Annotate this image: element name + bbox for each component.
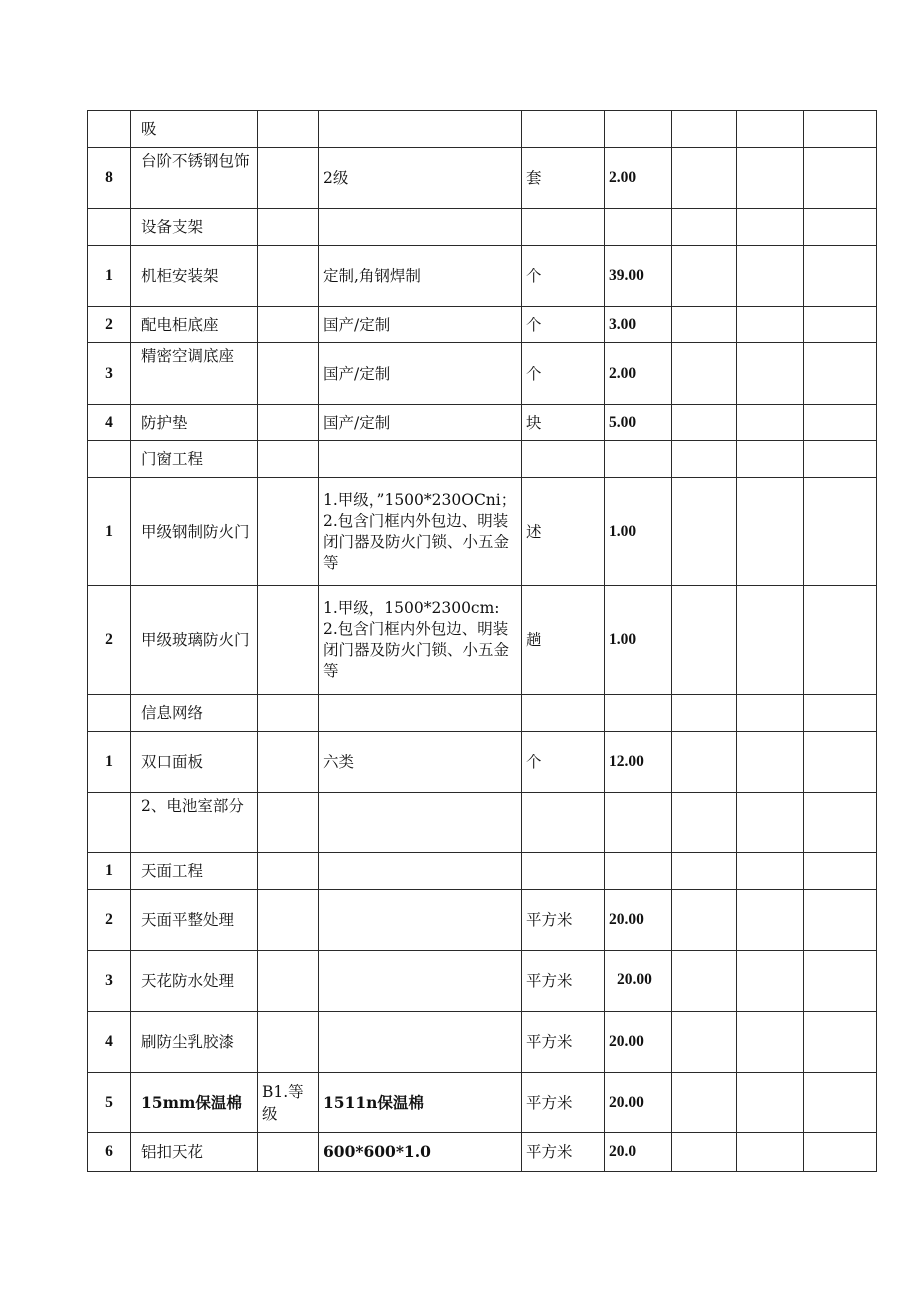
section-title: 设备支架 (131, 209, 258, 246)
row-number: 4 (88, 1012, 131, 1073)
empty-cell (672, 890, 737, 951)
item-name: 台阶不锈钢包饰 (131, 148, 258, 209)
item-spec: 2级 (319, 148, 522, 209)
item-spec (319, 1012, 522, 1073)
item-brand (258, 793, 319, 853)
table-row (88, 1012, 877, 1073)
item-name: 精密空调底座 (131, 343, 258, 405)
item-unit: 个 (522, 343, 605, 405)
item-brand (258, 1012, 319, 1073)
empty-cell (737, 1073, 804, 1133)
item-quantity: 1.00 (605, 478, 672, 586)
item-spec: 六类 (319, 732, 522, 793)
item-spec: 1511n保温棉 (319, 1073, 522, 1133)
table-row (88, 209, 877, 246)
item-quantity (605, 793, 672, 853)
empty-cell (737, 441, 804, 478)
item-name: 甲级玻璃防火门 (131, 586, 258, 695)
item-unit (522, 111, 605, 148)
empty-cell (737, 890, 804, 951)
item-quantity: 20.00 (605, 890, 672, 951)
item-unit: 块 (522, 405, 605, 441)
item-unit: 趟 (522, 586, 605, 695)
item-name: 15mm保温棉 (131, 1073, 258, 1133)
empty-cell (737, 246, 804, 307)
item-brand (258, 405, 319, 441)
item-quantity (605, 111, 672, 148)
table-row (88, 586, 877, 695)
section-title: 信息网络 (131, 695, 258, 732)
row-number: 6 (88, 1133, 131, 1172)
item-spec: 600*600*1.0 (319, 1133, 522, 1172)
item-spec (319, 951, 522, 1012)
item-unit: 个 (522, 732, 605, 793)
item-unit: 个 (522, 246, 605, 307)
row-number: 4 (88, 405, 131, 441)
empty-cell (737, 853, 804, 890)
empty-cell (804, 793, 877, 853)
table-row (88, 695, 877, 732)
empty-cell (737, 405, 804, 441)
item-spec (319, 853, 522, 890)
empty-cell (804, 405, 877, 441)
item-spec (319, 209, 522, 246)
table-row (88, 343, 877, 405)
item-brand (258, 148, 319, 209)
empty-cell (672, 586, 737, 695)
empty-cell (804, 209, 877, 246)
item-unit (522, 441, 605, 478)
item-brand (258, 209, 319, 246)
row-number: 1 (88, 853, 131, 890)
item-name: 吸 (131, 111, 258, 148)
item-name: 铝扣天花 (131, 1133, 258, 1172)
empty-cell (804, 951, 877, 1012)
empty-cell (672, 1073, 737, 1133)
section-title: 门窗工程 (131, 441, 258, 478)
item-name: 双口面板 (131, 732, 258, 793)
item-unit (522, 853, 605, 890)
item-brand (258, 1133, 319, 1172)
item-brand (258, 586, 319, 695)
empty-cell (672, 1133, 737, 1172)
empty-cell (804, 1073, 877, 1133)
item-spec: 国产/定制 (319, 343, 522, 405)
row-number: 1 (88, 732, 131, 793)
item-brand (258, 951, 319, 1012)
item-spec: 国产/定制 (319, 307, 522, 343)
empty-cell (804, 246, 877, 307)
item-quantity: 3.00 (605, 307, 672, 343)
item-unit: 述 (522, 478, 605, 586)
item-brand (258, 246, 319, 307)
row-number: 1 (88, 246, 131, 307)
table-row (88, 148, 877, 209)
item-name: 刷防尘乳胶漆 (131, 1012, 258, 1073)
empty-cell (737, 148, 804, 209)
empty-cell (804, 478, 877, 586)
item-brand (258, 695, 319, 732)
empty-cell (672, 732, 737, 793)
item-unit: 平方米 (522, 1012, 605, 1073)
empty-cell (672, 405, 737, 441)
quantity-table (87, 110, 877, 1172)
empty-cell (672, 695, 737, 732)
row-number (88, 695, 131, 732)
item-unit: 套 (522, 148, 605, 209)
item-quantity (605, 853, 672, 890)
empty-cell (672, 951, 737, 1012)
empty-cell (737, 343, 804, 405)
empty-cell (672, 246, 737, 307)
row-number (88, 209, 131, 246)
empty-cell (737, 732, 804, 793)
item-name: 甲级钢制防火门 (131, 478, 258, 586)
item-brand: B1.等级 (258, 1073, 319, 1133)
table-row (88, 951, 877, 1012)
item-quantity: 5.00 (605, 405, 672, 441)
item-spec: 定制,角钢焊制 (319, 246, 522, 307)
table-row (88, 853, 877, 890)
table-row (88, 890, 877, 951)
row-number (88, 111, 131, 148)
row-number: 3 (88, 951, 131, 1012)
empty-cell (804, 111, 877, 148)
table-row (88, 1073, 877, 1133)
empty-cell (672, 441, 737, 478)
empty-cell (672, 209, 737, 246)
item-quantity (605, 209, 672, 246)
empty-cell (804, 343, 877, 405)
item-quantity (605, 695, 672, 732)
item-unit: 平方米 (522, 1133, 605, 1172)
table-row (88, 405, 877, 441)
item-quantity: 20.00 (605, 951, 672, 1012)
empty-cell (737, 951, 804, 1012)
row-number (88, 441, 131, 478)
item-quantity: 20.00 (605, 1073, 672, 1133)
empty-cell (804, 441, 877, 478)
item-unit: 个 (522, 307, 605, 343)
table-row (88, 111, 877, 148)
empty-cell (672, 1012, 737, 1073)
item-brand (258, 853, 319, 890)
empty-cell (672, 111, 737, 148)
empty-cell (737, 695, 804, 732)
item-quantity (605, 441, 672, 478)
item-brand (258, 890, 319, 951)
item-name: 天花防水处理 (131, 951, 258, 1012)
item-spec (319, 890, 522, 951)
item-unit: 平方米 (522, 951, 605, 1012)
item-name: 防护垫 (131, 405, 258, 441)
row-number: 8 (88, 148, 131, 209)
item-brand (258, 111, 319, 148)
empty-cell (737, 793, 804, 853)
empty-cell (804, 890, 877, 951)
row-number: 2 (88, 307, 131, 343)
empty-cell (737, 209, 804, 246)
empty-cell (804, 695, 877, 732)
item-brand (258, 732, 319, 793)
table-row (88, 307, 877, 343)
item-brand (258, 307, 319, 343)
empty-cell (804, 853, 877, 890)
table-row (88, 478, 877, 586)
row-number: 2 (88, 586, 131, 695)
empty-cell (737, 1012, 804, 1073)
item-name: 天面工程 (131, 853, 258, 890)
item-unit (522, 793, 605, 853)
item-quantity: 20.0 (605, 1133, 672, 1172)
table-row (88, 732, 877, 793)
item-quantity: 2.00 (605, 343, 672, 405)
empty-cell (804, 148, 877, 209)
row-number: 1 (88, 478, 131, 586)
item-unit (522, 695, 605, 732)
item-unit (522, 209, 605, 246)
empty-cell (737, 1133, 804, 1172)
empty-cell (804, 1133, 877, 1172)
row-number: 3 (88, 343, 131, 405)
item-spec (319, 441, 522, 478)
item-spec: 1.甲级，1500*2300cm: 2.包含门框内外包边、明装闭门器及防火门锁、小五金等 (319, 586, 522, 695)
empty-cell (672, 307, 737, 343)
table-row (88, 246, 877, 307)
section-title: 2、电池室部分 (131, 793, 258, 853)
table-row (88, 441, 877, 478)
item-quantity: 20.00 (605, 1012, 672, 1073)
item-name: 配电柜底座 (131, 307, 258, 343)
empty-cell (737, 111, 804, 148)
item-quantity: 12.00 (605, 732, 672, 793)
empty-cell (737, 307, 804, 343)
empty-cell (804, 307, 877, 343)
empty-cell (672, 478, 737, 586)
empty-cell (737, 478, 804, 586)
item-spec: 国产/定制 (319, 405, 522, 441)
item-brand (258, 441, 319, 478)
item-brand (258, 478, 319, 586)
item-brand (258, 343, 319, 405)
empty-cell (804, 586, 877, 695)
table-row (88, 1133, 877, 1172)
row-number: 5 (88, 1073, 131, 1133)
item-name: 机柜安装架 (131, 246, 258, 307)
empty-cell (672, 793, 737, 853)
empty-cell (672, 343, 737, 405)
item-unit: 平方米 (522, 890, 605, 951)
empty-cell (804, 1012, 877, 1073)
item-spec: 1.甲级，”1500*230OCni；2.包含门框内外包边、明装闭门器及防火门锁、小五金等 (319, 478, 522, 586)
table-row (88, 793, 877, 853)
item-spec (319, 793, 522, 853)
item-quantity: 2.00 (605, 148, 672, 209)
empty-cell (804, 732, 877, 793)
empty-cell (672, 148, 737, 209)
row-number (88, 793, 131, 853)
item-name: 天面平整处理 (131, 890, 258, 951)
item-spec (319, 111, 522, 148)
item-spec (319, 695, 522, 732)
item-quantity: 39.00 (605, 246, 672, 307)
item-quantity: 1.00 (605, 586, 672, 695)
empty-cell (737, 586, 804, 695)
row-number: 2 (88, 890, 131, 951)
item-unit: 平方米 (522, 1073, 605, 1133)
empty-cell (672, 853, 737, 890)
